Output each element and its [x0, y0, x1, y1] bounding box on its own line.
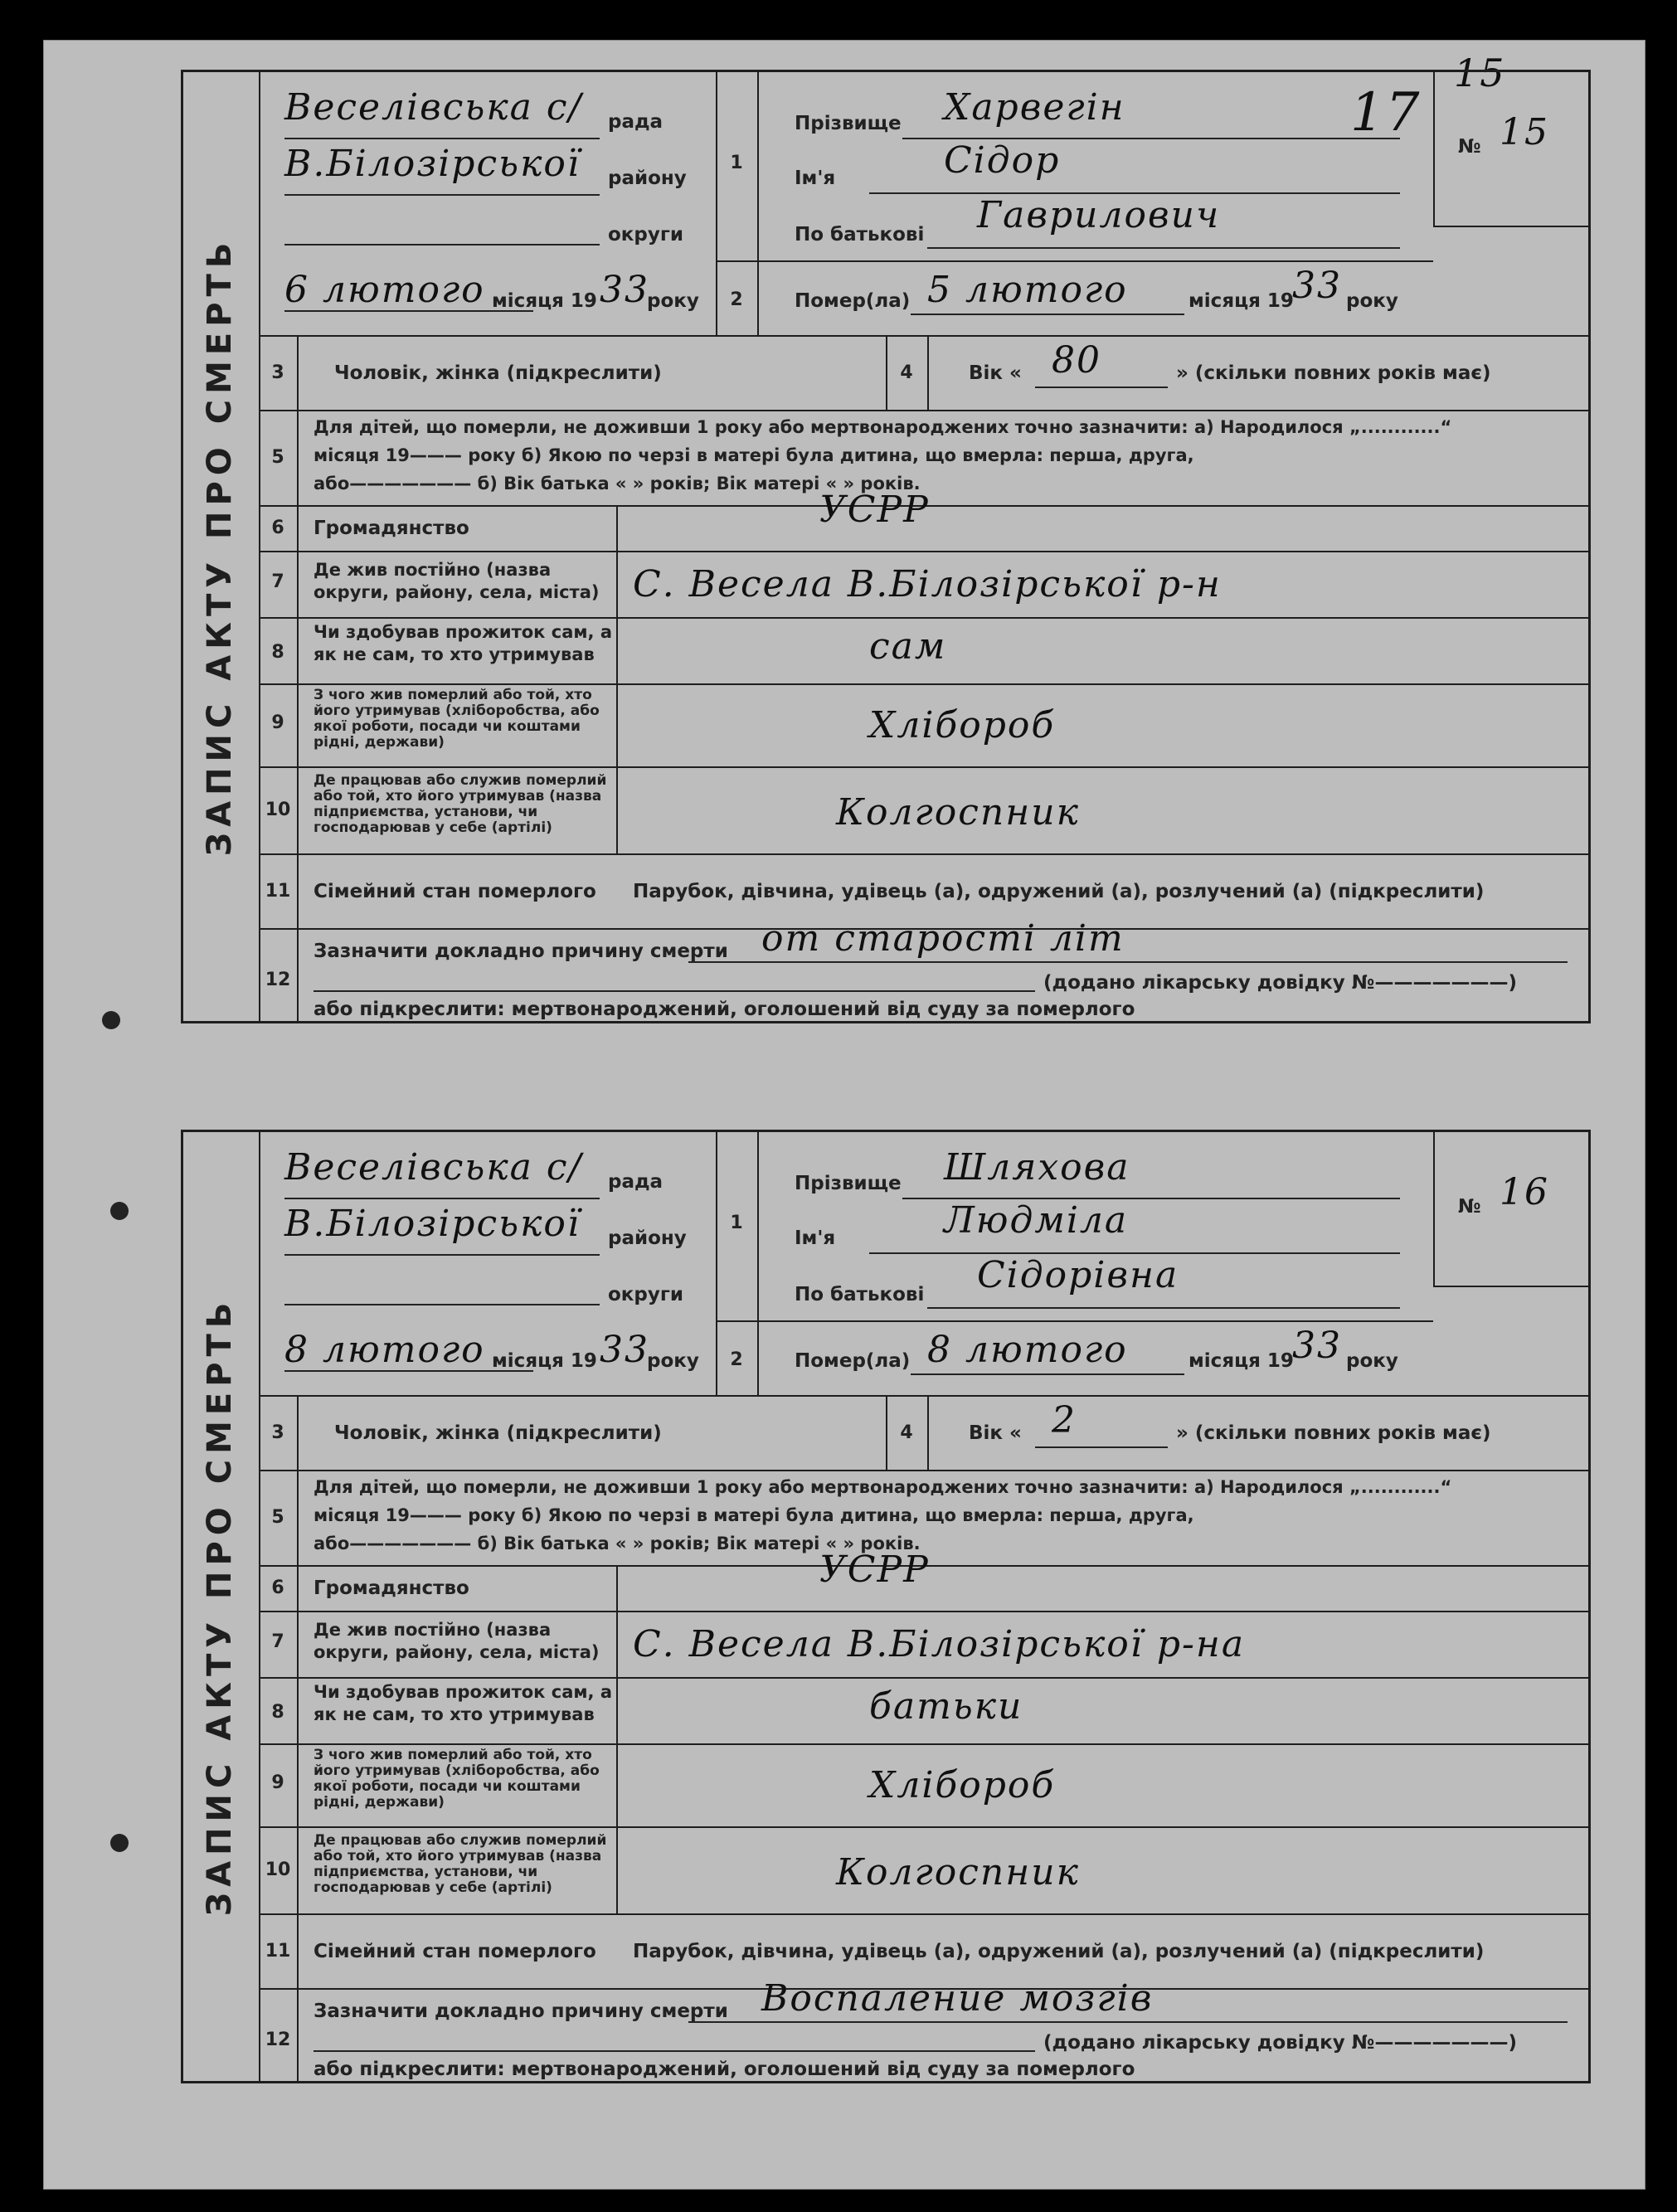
field-citizenship: УСРР	[819, 489, 930, 531]
label-rada: рада	[608, 1171, 664, 1193]
label-infant-line1: Для дітей, що померли, не доживши 1 року або мертвонароджених точно зазначити: а) Народилося „............“	[314, 1477, 1452, 1497]
label-surname: Прізвище	[795, 1173, 902, 1194]
row-number: 11	[265, 881, 291, 902]
field-death-year: 33	[1292, 1325, 1342, 1367]
label-workplace: Де працював або служив померлий або той, хто його утримував (назва підприємства, установи, чи господарював у себе (артілі)	[314, 1832, 607, 1896]
label-livelihood: З чого жив померлий або той, хто його утримував (хліборобства, або якої роботи, посади чи коштами рідні, держави)	[314, 687, 600, 751]
side-title-panel	[181, 70, 260, 1023]
label-infant-line3: або——————— б) Вік батька « » років; Вік матері « » років.	[314, 474, 921, 493]
row-number: 6	[271, 1578, 284, 1598]
label-certificate: (додано лікарську довідку №———————)	[1043, 972, 1517, 994]
row-number: 10	[265, 1860, 291, 1880]
row-number: 8	[271, 642, 284, 663]
field-surname: Шляхова	[944, 1146, 1130, 1189]
label-infant-line3: або——————— б) Вік батька « » років; Вік матері « » років.	[314, 1534, 921, 1553]
field-registration-year: 33	[600, 269, 649, 311]
label-month-19: місяця 19	[492, 290, 597, 312]
label-marital: Сімейний стан померлого	[314, 1941, 596, 1962]
label-name: Ім'я	[795, 168, 836, 189]
field-record-number: 16	[1500, 1171, 1549, 1213]
row-number: 7	[271, 571, 284, 592]
field-rada: Веселівська с/	[284, 1146, 583, 1189]
label-certificate: (додано лікарську довідку №———————)	[1043, 2032, 1517, 2054]
row-number: 9	[271, 1772, 284, 1793]
row-number: 12	[265, 970, 291, 990]
label-month-19b: місяця 19	[1188, 1350, 1294, 1372]
label-support: Чи здобував прожиток сам, а як не сам, то хто утримував	[314, 1682, 612, 1724]
label-citizenship: Громадянство	[314, 518, 469, 539]
field-occupation: Хлібороб	[869, 1764, 1056, 1806]
row-number: 6	[271, 518, 284, 538]
field-death-year: 33	[1292, 265, 1342, 307]
row-number: 10	[265, 800, 291, 820]
field-death-date: 8 лютого	[927, 1329, 1128, 1371]
page-number-mark: 17	[1350, 82, 1422, 143]
label-citizenship: Громадянство	[314, 1578, 469, 1599]
label-infant-line2: місяця 19——— року б) Якою по черзі в матері була дитина, що вмерла: перша, друга,	[314, 1505, 1194, 1525]
side-title-panel	[181, 1130, 260, 2083]
field-citizenship: УСРР	[819, 1548, 930, 1591]
field-support: батьки	[869, 1685, 1023, 1728]
row-number: 1	[730, 1213, 743, 1233]
field-raion: В.Білозірської	[284, 143, 581, 185]
death-record-2	[181, 1130, 1591, 2083]
label-workplace: Де працював або служив померлий або той, хто його утримував (назва підприємства, установи, чи господарював у себе (артілі)	[314, 772, 607, 836]
label-marital-options: Парубок, дівчина, удівець (а), одружений (а), розлучений (а) (підкреслити)	[633, 881, 1485, 902]
page-number-mark-2: 15	[1454, 51, 1506, 95]
label-died: Помер(ла)	[795, 1350, 911, 1372]
row-number: 3	[271, 362, 284, 383]
label-name: Ім'я	[795, 1228, 836, 1249]
label-livelihood: З чого жив померлий або той, хто його утримував (хліборобства, або якої роботи, посади чи коштами рідні, держави)	[314, 1747, 600, 1811]
label-okrugy: округи	[608, 224, 684, 246]
label-month-19: місяця 19	[492, 1350, 597, 1372]
field-registration-date: 6 лютого	[284, 269, 485, 311]
field-workplace: Колгоспник	[836, 1851, 1080, 1894]
punch-hole	[102, 1011, 120, 1029]
label-stillborn: або підкреслити: мертвонароджений, оголошений від суду за померлого	[314, 999, 1135, 1020]
label-support: Чи здобував прожиток сам, а як не сам, то хто утримував	[314, 622, 612, 664]
label-infant-line2: місяця 19——— року б) Якою по черзі в матері була дитина, що вмерла: перша, друга,	[314, 445, 1194, 465]
row-number: 3	[271, 1422, 284, 1443]
field-residence: С. Весела В.Білозірської р-на	[633, 1623, 1246, 1665]
label-rada: рада	[608, 111, 664, 133]
row-number: 7	[271, 1631, 284, 1652]
label-number: №	[1458, 1196, 1481, 1218]
field-cause: Воспаление мозгів	[761, 1977, 1154, 2020]
row-number: 5	[271, 447, 284, 468]
field-patronymic: Сідорівна	[977, 1254, 1179, 1296]
field-first-name: Людміла	[944, 1199, 1129, 1242]
punch-hole	[110, 1834, 129, 1852]
label-number: №	[1458, 136, 1481, 158]
label-cause: Зазначити докладно причину смерти	[314, 941, 728, 962]
label-marital: Сімейний стан померлого	[314, 881, 596, 902]
label-patronymic: По батькові	[795, 1284, 925, 1305]
label-roku: року	[647, 1350, 699, 1372]
field-record-number: 15	[1500, 111, 1549, 153]
label-patronymic: По батькові	[795, 224, 925, 246]
field-registration-date: 8 лютого	[284, 1329, 485, 1371]
label-age-tail: » (скільки повних років має)	[1176, 362, 1491, 384]
field-residence: С. Весела В.Білозірської р-н	[633, 563, 1222, 605]
row-number: 2	[730, 289, 743, 310]
field-support: сам	[869, 625, 947, 668]
field-surname: Харвегін	[944, 86, 1125, 129]
label-raionu: району	[608, 168, 687, 189]
field-age: 80	[1052, 339, 1101, 382]
label-stillborn: або підкреслити: мертвонароджений, оголошений від суду за померлого	[314, 2059, 1135, 2080]
field-age: 2	[1052, 1399, 1077, 1441]
row-number: 2	[730, 1349, 743, 1370]
label-sex: Чоловік, жінка (підкреслити)	[334, 1422, 662, 1444]
death-record-1	[181, 70, 1591, 1023]
label-surname: Прізвище	[795, 113, 902, 134]
field-raion: В.Білозірської	[284, 1203, 581, 1245]
field-first-name: Сідор	[944, 139, 1061, 182]
label-rokub: року	[1346, 290, 1398, 312]
label-residence: Де жив постійно (назва округи, району, села, міста)	[314, 1620, 600, 1662]
field-cause: от старості літ	[761, 917, 1125, 960]
label-age: Вік «	[969, 362, 1022, 384]
label-month-19b: місяця 19	[1188, 290, 1294, 312]
side-title: ЗАПИС АКТУ ПРО СМЕРТЬ	[201, 236, 239, 857]
label-age: Вік «	[969, 1422, 1022, 1444]
field-registration-year: 33	[600, 1329, 649, 1371]
label-cause: Зазначити докладно причину смерти	[314, 2001, 728, 2022]
row-number: 4	[900, 1422, 913, 1443]
field-patronymic: Гаврилович	[977, 194, 1221, 236]
label-rokub: року	[1346, 1350, 1398, 1372]
row-number: 9	[271, 712, 284, 733]
label-died: Помер(ла)	[795, 290, 911, 312]
punch-hole	[110, 1202, 129, 1220]
side-title: ЗАПИС АКТУ ПРО СМЕРТЬ	[201, 1296, 239, 1917]
field-occupation: Хлібороб	[869, 704, 1056, 746]
field-death-date: 5 лютого	[927, 269, 1128, 311]
label-sex: Чоловік, жінка (підкреслити)	[334, 362, 662, 384]
label-okrugy: округи	[608, 1284, 684, 1305]
field-rada: Веселівська с/	[284, 86, 583, 129]
label-roku: року	[647, 290, 699, 312]
row-number: 5	[271, 1507, 284, 1528]
row-number: 11	[265, 1941, 291, 1962]
label-residence: Де жив постійно (назва округи, району, села, міста)	[314, 560, 600, 602]
row-number: 1	[730, 153, 743, 173]
label-infant-line1: Для дітей, що померли, не доживши 1 року або мертвонароджених точно зазначити: а) Народилося „............“	[314, 417, 1452, 437]
row-number: 12	[265, 2030, 291, 2050]
label-raionu: району	[608, 1228, 687, 1249]
label-marital-options: Парубок, дівчина, удівець (а), одружений (а), розлучений (а) (підкреслити)	[633, 1941, 1485, 1962]
row-number: 8	[271, 1702, 284, 1723]
field-workplace: Колгоспник	[836, 791, 1080, 834]
label-age-tail: » (скільки повних років має)	[1176, 1422, 1491, 1444]
row-number: 4	[900, 362, 913, 383]
